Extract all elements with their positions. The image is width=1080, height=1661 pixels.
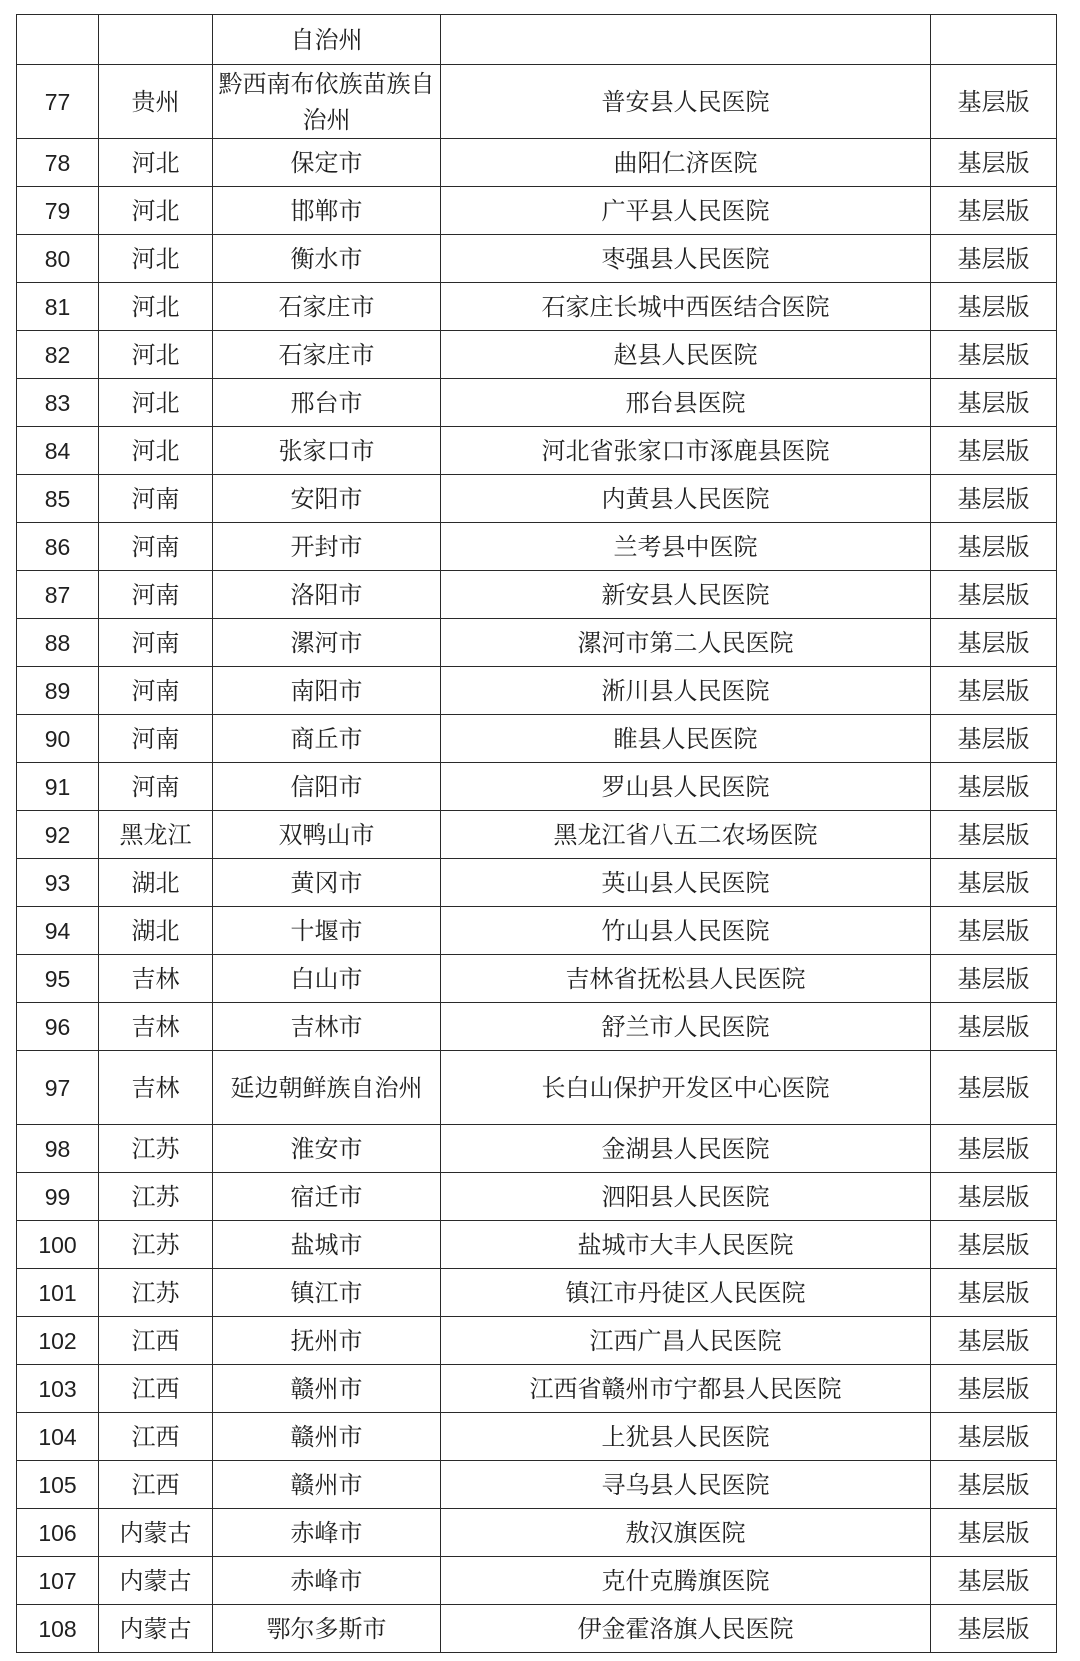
cell-hospital: 黑龙江省八五二农场医院: [441, 811, 931, 859]
cell-hospital: 睢县人民医院: [441, 715, 931, 763]
cell-hospital: 伊金霍洛旗人民医院: [441, 1605, 931, 1653]
table-row: [17, 1365, 1057, 1413]
cell-city: 石家庄市: [213, 331, 441, 379]
cell-number: 97: [17, 1051, 99, 1125]
cell-city: 淮安市: [213, 1125, 441, 1173]
cell-city: 商丘市: [213, 715, 441, 763]
cell-hospital: 广平县人民医院: [441, 187, 931, 235]
cell-number: 92: [17, 811, 99, 859]
table-row: [17, 571, 1057, 619]
cell-number: 84: [17, 427, 99, 475]
cell-province: 河南: [99, 667, 213, 715]
table-row: [17, 475, 1057, 523]
cell-hospital: 英山县人民医院: [441, 859, 931, 907]
table-row-continuation: [17, 15, 1057, 65]
table-row: [17, 667, 1057, 715]
cell-number: 101: [17, 1269, 99, 1317]
hospital-list-page: [16, 14, 1056, 1653]
cell-city: 赣州市: [213, 1413, 441, 1461]
table-row: [17, 65, 1057, 139]
cell-city: 延边朝鲜族自治州: [213, 1051, 441, 1125]
cell-number: 93: [17, 859, 99, 907]
cell-hospital: 曲阳仁济医院: [441, 139, 931, 187]
cell-province: 河南: [99, 619, 213, 667]
cell-province: 江西: [99, 1317, 213, 1365]
table-row: [17, 859, 1057, 907]
table-row: [17, 331, 1057, 379]
cell-province: 湖北: [99, 907, 213, 955]
table-row: [17, 1557, 1057, 1605]
cell-version: 基层版: [931, 1509, 1057, 1557]
cell-hospital: 金湖县人民医院: [441, 1125, 931, 1173]
cell-city: 赤峰市: [213, 1509, 441, 1557]
cell-province: 贵州: [99, 65, 213, 139]
cell-city: 黔西南布依族苗族自治州: [213, 65, 441, 139]
cell-number: 81: [17, 283, 99, 331]
table-row: [17, 1269, 1057, 1317]
cell-city: 保定市: [213, 139, 441, 187]
cell-version: 基层版: [931, 1221, 1057, 1269]
cell-province: 湖北: [99, 859, 213, 907]
cell-city: 安阳市: [213, 475, 441, 523]
table-row: [17, 763, 1057, 811]
cell-version: 基层版: [931, 187, 1057, 235]
cell-number: 106: [17, 1509, 99, 1557]
cell-version: 基层版: [931, 139, 1057, 187]
cell-version: 基层版: [931, 283, 1057, 331]
cell-province: 河北: [99, 283, 213, 331]
cell-number: 78: [17, 139, 99, 187]
cell-number: 91: [17, 763, 99, 811]
cell-city: 白山市: [213, 955, 441, 1003]
cell-number: 107: [17, 1557, 99, 1605]
cell-province: 吉林: [99, 955, 213, 1003]
cell-hospital: 内黄县人民医院: [441, 475, 931, 523]
cell-province: 黑龙江: [99, 811, 213, 859]
cell-number: 99: [17, 1173, 99, 1221]
cell-number: 102: [17, 1317, 99, 1365]
cell-number: 89: [17, 667, 99, 715]
cell-number: 98: [17, 1125, 99, 1173]
cell-hospital: 长白山保护开发区中心医院: [441, 1051, 931, 1125]
cell-hospital: 淅川县人民医院: [441, 667, 931, 715]
cell-hospital: 克什克腾旗医院: [441, 1557, 931, 1605]
cell-hospital: 敖汉旗医院: [441, 1509, 931, 1557]
cell-number: 85: [17, 475, 99, 523]
cell-hospital: 江西广昌人民医院: [441, 1317, 931, 1365]
cell-version: 基层版: [931, 1173, 1057, 1221]
cell-version: 基层版: [931, 1051, 1057, 1125]
cell-number: 79: [17, 187, 99, 235]
cell-version: 基层版: [931, 1461, 1057, 1509]
cell-version: 基层版: [931, 1317, 1057, 1365]
cell-version: 基层版: [931, 427, 1057, 475]
cell-version: 基层版: [931, 475, 1057, 523]
cell-province: 河南: [99, 571, 213, 619]
table-row: [17, 1125, 1057, 1173]
cell-city: 吉林市: [213, 1003, 441, 1051]
cell-version: 基层版: [931, 1605, 1057, 1653]
cell-version: 基层版: [931, 1413, 1057, 1461]
cell-number: 103: [17, 1365, 99, 1413]
table-row: [17, 907, 1057, 955]
cell-province: 河南: [99, 763, 213, 811]
cell-version: 基层版: [931, 571, 1057, 619]
cell-hospital: 赵县人民医院: [441, 331, 931, 379]
cell-city: 洛阳市: [213, 571, 441, 619]
cell-number: 94: [17, 907, 99, 955]
cell-hospital: 上犹县人民医院: [441, 1413, 931, 1461]
cell-version: [931, 15, 1057, 65]
cell-version: 基层版: [931, 1125, 1057, 1173]
cell-city: 宿迁市: [213, 1173, 441, 1221]
cell-hospital: 枣强县人民医院: [441, 235, 931, 283]
table-row: [17, 955, 1057, 1003]
table-row: [17, 523, 1057, 571]
cell-province: 河北: [99, 379, 213, 427]
cell-number: 90: [17, 715, 99, 763]
cell-city: 衡水市: [213, 235, 441, 283]
cell-city: 漯河市: [213, 619, 441, 667]
cell-city: 南阳市: [213, 667, 441, 715]
cell-province: 江苏: [99, 1221, 213, 1269]
cell-number: 104: [17, 1413, 99, 1461]
cell-province: 内蒙古: [99, 1509, 213, 1557]
cell-version: 基层版: [931, 907, 1057, 955]
cell-number: 108: [17, 1605, 99, 1653]
cell-city: 赣州市: [213, 1365, 441, 1413]
cell-hospital: 漯河市第二人民医院: [441, 619, 931, 667]
cell-hospital: 石家庄长城中西医结合医院: [441, 283, 931, 331]
cell-number: 83: [17, 379, 99, 427]
table-row: [17, 1605, 1057, 1653]
table-row: [17, 187, 1057, 235]
cell-city: 开封市: [213, 523, 441, 571]
cell-version: 基层版: [931, 1003, 1057, 1051]
cell-province: 河北: [99, 139, 213, 187]
cell-city: 信阳市: [213, 763, 441, 811]
cell-version: 基层版: [931, 715, 1057, 763]
cell-version: 基层版: [931, 379, 1057, 427]
cell-province: 吉林: [99, 1003, 213, 1051]
hospital-table: [16, 14, 1057, 1653]
table-row: [17, 1509, 1057, 1557]
cell-number: 82: [17, 331, 99, 379]
cell-province: 江西: [99, 1461, 213, 1509]
table-row: [17, 1413, 1057, 1461]
cell-province: 吉林: [99, 1051, 213, 1125]
cell-province: 江西: [99, 1365, 213, 1413]
table-row: [17, 1221, 1057, 1269]
cell-province: 河南: [99, 523, 213, 571]
cell-city: 十堰市: [213, 907, 441, 955]
cell-version: 基层版: [931, 811, 1057, 859]
cell-hospital: 邢台县医院: [441, 379, 931, 427]
table-row: [17, 715, 1057, 763]
cell-city: 鄂尔多斯市: [213, 1605, 441, 1653]
cell-city: 张家口市: [213, 427, 441, 475]
cell-province: 河北: [99, 187, 213, 235]
cell-version: 基层版: [931, 1365, 1057, 1413]
cell-province: 江苏: [99, 1269, 213, 1317]
cell-hospital: 寻乌县人民医院: [441, 1461, 931, 1509]
cell-version: 基层版: [931, 1557, 1057, 1605]
cell-city: 抚州市: [213, 1317, 441, 1365]
cell-province: [99, 15, 213, 65]
table-row: [17, 619, 1057, 667]
cell-province: 内蒙古: [99, 1605, 213, 1653]
cell-province: 河南: [99, 715, 213, 763]
cell-version: 基层版: [931, 955, 1057, 1003]
cell-version: 基层版: [931, 619, 1057, 667]
cell-hospital: 泗阳县人民医院: [441, 1173, 931, 1221]
table-row: [17, 235, 1057, 283]
cell-city: 赤峰市: [213, 1557, 441, 1605]
cell-number: 80: [17, 235, 99, 283]
cell-city: 盐城市: [213, 1221, 441, 1269]
cell-hospital: 河北省张家口市涿鹿县医院: [441, 427, 931, 475]
table-row: [17, 1317, 1057, 1365]
cell-city: 邢台市: [213, 379, 441, 427]
cell-version: 基层版: [931, 65, 1057, 139]
cell-hospital: 新安县人民医院: [441, 571, 931, 619]
cell-hospital: 盐城市大丰人民医院: [441, 1221, 931, 1269]
table-row: [17, 379, 1057, 427]
cell-hospital: 吉林省抚松县人民医院: [441, 955, 931, 1003]
table-row: [17, 1003, 1057, 1051]
cell-hospital: 镇江市丹徒区人民医院: [441, 1269, 931, 1317]
cell-number: 77: [17, 65, 99, 139]
cell-city: 双鸭山市: [213, 811, 441, 859]
cell-city: 自治州: [213, 15, 441, 65]
cell-hospital: 罗山县人民医院: [441, 763, 931, 811]
cell-number: [17, 15, 99, 65]
cell-province: 河南: [99, 475, 213, 523]
cell-hospital: 兰考县中医院: [441, 523, 931, 571]
cell-number: 86: [17, 523, 99, 571]
table-row: [17, 1173, 1057, 1221]
table-row: [17, 427, 1057, 475]
table-row: [17, 1051, 1057, 1125]
cell-city: 赣州市: [213, 1461, 441, 1509]
cell-version: 基层版: [931, 763, 1057, 811]
cell-hospital: 竹山县人民医院: [441, 907, 931, 955]
cell-hospital: 舒兰市人民医院: [441, 1003, 931, 1051]
cell-city: 黄冈市: [213, 859, 441, 907]
cell-version: 基层版: [931, 331, 1057, 379]
cell-hospital: 普安县人民医院: [441, 65, 931, 139]
cell-province: 河北: [99, 427, 213, 475]
table-row: [17, 283, 1057, 331]
cell-hospital: [441, 15, 931, 65]
cell-version: 基层版: [931, 859, 1057, 907]
cell-province: 江苏: [99, 1125, 213, 1173]
cell-version: 基层版: [931, 1269, 1057, 1317]
cell-number: 96: [17, 1003, 99, 1051]
table-row: [17, 139, 1057, 187]
table-row: [17, 1461, 1057, 1509]
cell-province: 河北: [99, 235, 213, 283]
cell-version: 基层版: [931, 523, 1057, 571]
cell-number: 87: [17, 571, 99, 619]
cell-province: 江西: [99, 1413, 213, 1461]
cell-hospital: 江西省赣州市宁都县人民医院: [441, 1365, 931, 1413]
cell-number: 88: [17, 619, 99, 667]
cell-number: 105: [17, 1461, 99, 1509]
cell-province: 内蒙古: [99, 1557, 213, 1605]
cell-version: 基层版: [931, 235, 1057, 283]
cell-province: 江苏: [99, 1173, 213, 1221]
cell-city: 镇江市: [213, 1269, 441, 1317]
table-row: [17, 811, 1057, 859]
cell-version: 基层版: [931, 667, 1057, 715]
cell-province: 河北: [99, 331, 213, 379]
cell-number: 100: [17, 1221, 99, 1269]
cell-city: 石家庄市: [213, 283, 441, 331]
cell-number: 95: [17, 955, 99, 1003]
cell-city: 邯郸市: [213, 187, 441, 235]
